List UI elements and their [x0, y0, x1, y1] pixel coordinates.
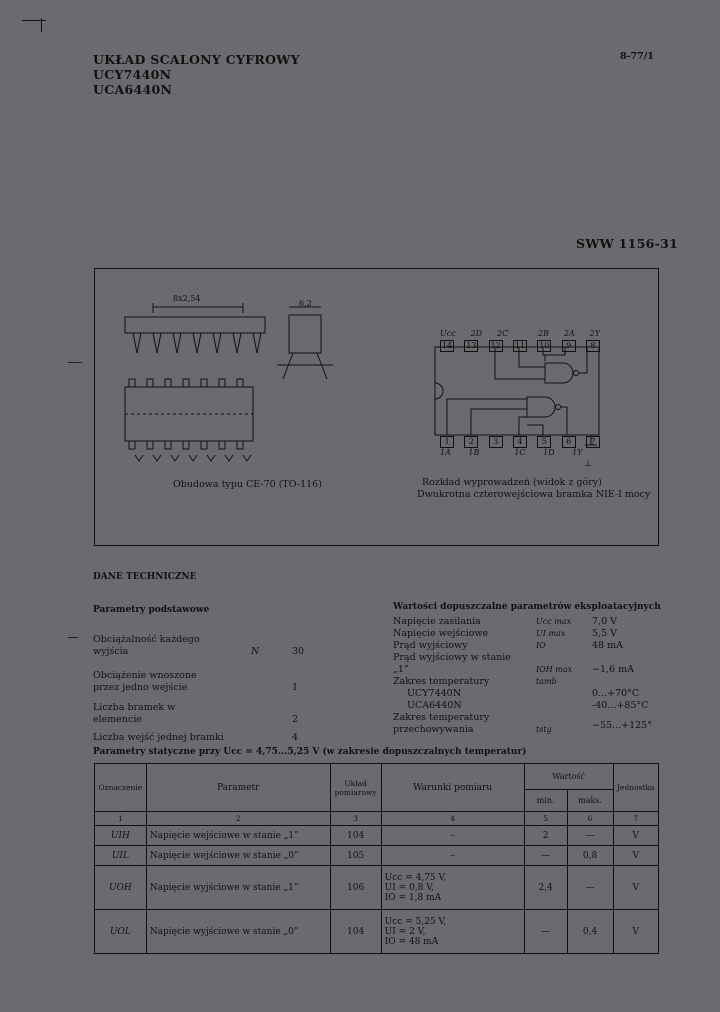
basic-param-row	[93, 670, 305, 702]
margin-mark	[68, 637, 78, 638]
figure-frame	[94, 268, 659, 546]
row-symbol: UOL	[95, 910, 147, 954]
pin-label: 1A	[440, 448, 451, 457]
limit-symbol: IOH max	[536, 665, 573, 674]
row-conditions: –	[381, 826, 524, 846]
corner-mark	[41, 18, 42, 32]
static-params-table	[94, 763, 659, 954]
pin-label: 1Y	[572, 448, 583, 457]
param-label: Liczba wejść jednej bramki	[93, 732, 224, 743]
limit-symbol: UI max	[536, 629, 566, 638]
basic-params	[93, 604, 305, 746]
col-header-circuit: Układ pomiarowy	[330, 764, 381, 812]
top-pin-labels	[440, 329, 600, 339]
param-label: Obciążalność każdego wyjścia	[93, 634, 200, 657]
limit-symbol: tstg	[536, 725, 552, 734]
row-max: 0,8	[567, 846, 613, 866]
limit-label: Prąd wyjściowy w stanie „1”	[393, 652, 511, 675]
row-symbol: UIL	[95, 846, 147, 866]
margin-mark	[68, 362, 82, 363]
condition-line: IO = 48 mA	[384, 936, 439, 947]
param-label: Liczba bramek w elemencie	[93, 702, 176, 725]
side-pins	[133, 333, 261, 353]
row-circuit: 104	[330, 910, 381, 954]
limit-symbol: IO	[536, 641, 546, 650]
limit-label: Napięcie zasilania	[393, 616, 481, 627]
limit-value: 7,0 V	[592, 616, 617, 627]
row-symbol: UOH	[95, 866, 147, 910]
pin-number: 9	[562, 340, 576, 352]
row-param: Napięcie wyjściowe w stanie „0”	[146, 910, 330, 954]
limit-value: 5,5 V	[592, 628, 617, 639]
condition-line: Ucc = 4,75 V,	[384, 872, 447, 883]
col-header-value: Wartość	[524, 764, 613, 790]
pin-number: 10	[539, 341, 550, 350]
row-unit: V	[613, 826, 658, 846]
pinout-caption-2: Dwukrotna czterowejściowa bramka NIE-I mocy	[417, 489, 651, 500]
row-param: Napięcie wejściowe w stanie „0”	[146, 846, 330, 866]
row-param: Napięcie wyjściowe w stanie „1”	[146, 866, 330, 910]
pin-label: 1D	[543, 448, 555, 457]
row-circuit: 106	[330, 866, 381, 910]
col-header-unit: Jednostka	[613, 764, 658, 812]
condition-line: UI = 2 V,	[384, 926, 426, 937]
row-max: 0,4	[567, 910, 613, 954]
pin-number: 3	[489, 436, 503, 448]
static-params-heading: Parametry statyczne przy Ucc = 4,75...5,25 V (w zakresie dopuszczalnych temperatur)	[93, 747, 527, 757]
limit-label: UCA6440N	[407, 700, 462, 711]
limit-row	[393, 628, 653, 640]
param-value: 4	[292, 732, 299, 743]
pin-number: 13	[466, 341, 477, 350]
bottom-pins	[440, 436, 600, 458]
limit-row	[393, 688, 653, 700]
pin-number: 7	[586, 436, 600, 448]
package-caption: Obudowa typu CE-70 (TO-116)	[173, 479, 322, 490]
col-numbers-row	[95, 812, 659, 826]
pin-number: 6	[562, 436, 576, 448]
page-ref: 8-77/1	[620, 51, 654, 62]
row-conditions: –	[381, 846, 524, 866]
col-number: 4	[381, 812, 524, 826]
limit-label: Napięcie wejściowe	[393, 628, 489, 639]
pin-number: 4	[513, 436, 527, 448]
pin-label: 2D	[470, 329, 483, 338]
bottom-pin-numbers	[440, 436, 600, 448]
param-value: 1	[292, 682, 299, 693]
table-row	[95, 846, 659, 866]
basic-param-row	[93, 702, 305, 732]
package-drawing	[113, 295, 353, 475]
top-pin-numbers	[440, 340, 600, 352]
sub-header-min: min.	[524, 790, 567, 812]
gnd-symbol: ⊥	[584, 459, 592, 468]
top-pins	[440, 329, 600, 352]
limits-heading: Wartości dopuszczalne parametrów eksploatacyjnych	[393, 602, 661, 612]
limit-label: UCY7440N	[407, 688, 462, 699]
pin-label: Ucc	[440, 329, 456, 338]
condition-line: UI = 0,8 V,	[384, 882, 435, 893]
doc-title: UKŁAD SCALONY CYFROWY	[93, 52, 300, 67]
pin-number: 8	[586, 340, 600, 352]
limit-value: 48 mA	[592, 640, 623, 651]
corner-mark	[22, 20, 46, 21]
col-header-symbol: Oznaczenie	[95, 764, 147, 812]
row-circuit: 104	[330, 826, 381, 846]
dim-width: 6,2	[299, 299, 312, 308]
row-conditions	[381, 866, 524, 910]
col-number: 1	[95, 812, 147, 826]
param-symbol: N	[251, 646, 260, 657]
pin-label: 1B	[468, 448, 480, 457]
limit-symbol: Ucc max	[536, 617, 572, 626]
limit-row	[393, 676, 653, 688]
limit-row	[393, 640, 653, 652]
pin-label: 1C	[514, 448, 526, 457]
col-number: 6	[567, 812, 613, 826]
limit-value: -40...+85°C	[592, 700, 649, 711]
table-row	[95, 910, 659, 954]
col-number: 5	[524, 812, 567, 826]
col-header-conditions: Warunki pomiaru	[381, 764, 524, 812]
row-param: Napięcie wejściowe w stanie „1”	[146, 826, 330, 846]
param-value: 2	[292, 714, 299, 725]
pin-label: 2Y	[589, 329, 600, 338]
limit-value: −55...+125°	[592, 720, 652, 731]
row-unit: V	[613, 846, 658, 866]
condition-line: IO = 1,8 mA	[384, 892, 442, 903]
pin-number: 11	[514, 341, 526, 350]
basic-param-row	[93, 634, 305, 670]
limit-row	[393, 700, 653, 712]
row-circuit: 105	[330, 846, 381, 866]
dim-pitch: 8x2,54	[173, 294, 201, 303]
row-max: —	[567, 826, 613, 846]
tech-data-heading: DANE TECHNICZNE	[93, 572, 197, 582]
part-number-1: UCY7440N	[93, 67, 172, 82]
pin-number: 14	[441, 341, 453, 350]
pinout-caption-1: Rozkład wyprowadzeń (widok z góry)	[422, 477, 602, 488]
condition-line: Ucc = 5,25 V,	[384, 916, 447, 927]
table-row	[95, 866, 659, 910]
bottom-pin-labels	[440, 448, 600, 458]
row-unit: V	[613, 910, 658, 954]
pin-number: 12	[490, 341, 501, 350]
limit-label: Zakres temperatury	[393, 676, 490, 687]
col-number: 2	[146, 812, 330, 826]
standard-number: SWW 1156-31	[576, 236, 679, 251]
pin-label: 2C	[497, 329, 509, 338]
limit-row	[393, 616, 653, 628]
sub-header-max: maks.	[567, 790, 613, 812]
row-min: —	[524, 846, 567, 866]
limit-label: Zakres temperatury przechowywania	[393, 712, 490, 735]
part-number-2: UCA6440N	[93, 82, 173, 97]
pin-label: 2A	[563, 329, 575, 338]
row-min: 2	[524, 826, 567, 846]
col-number: 3	[330, 812, 381, 826]
row-conditions	[381, 910, 524, 954]
title-block	[93, 52, 300, 97]
limit-label: Prąd wyjściowy	[393, 640, 468, 651]
limit-value: 0...+70°C	[592, 688, 640, 699]
row-unit: V	[613, 866, 658, 910]
row-max: —	[567, 866, 613, 910]
limit-value: −1,6 mA	[592, 664, 634, 675]
basic-params-heading: Parametry podstawowe	[93, 605, 210, 615]
pin-number: 1	[440, 436, 454, 448]
limits	[393, 601, 661, 736]
limit-row	[393, 712, 653, 736]
pin-label: 2B	[538, 329, 549, 338]
param-label: Obciążenie wnoszone przez jedno wejście	[93, 670, 197, 693]
col-header-param: Parametr	[146, 764, 330, 812]
col-number: 7	[613, 812, 658, 826]
limit-row	[393, 652, 653, 676]
basic-param-row	[93, 732, 305, 746]
pin-number: 2	[464, 436, 478, 448]
table-row	[95, 826, 659, 846]
pin-number: 5	[537, 436, 551, 448]
param-value: 30	[292, 646, 305, 657]
row-symbol: UIH	[95, 826, 147, 846]
row-min: 2,4	[524, 866, 567, 910]
limit-symbol: tamb	[536, 677, 557, 686]
row-min: —	[524, 910, 567, 954]
